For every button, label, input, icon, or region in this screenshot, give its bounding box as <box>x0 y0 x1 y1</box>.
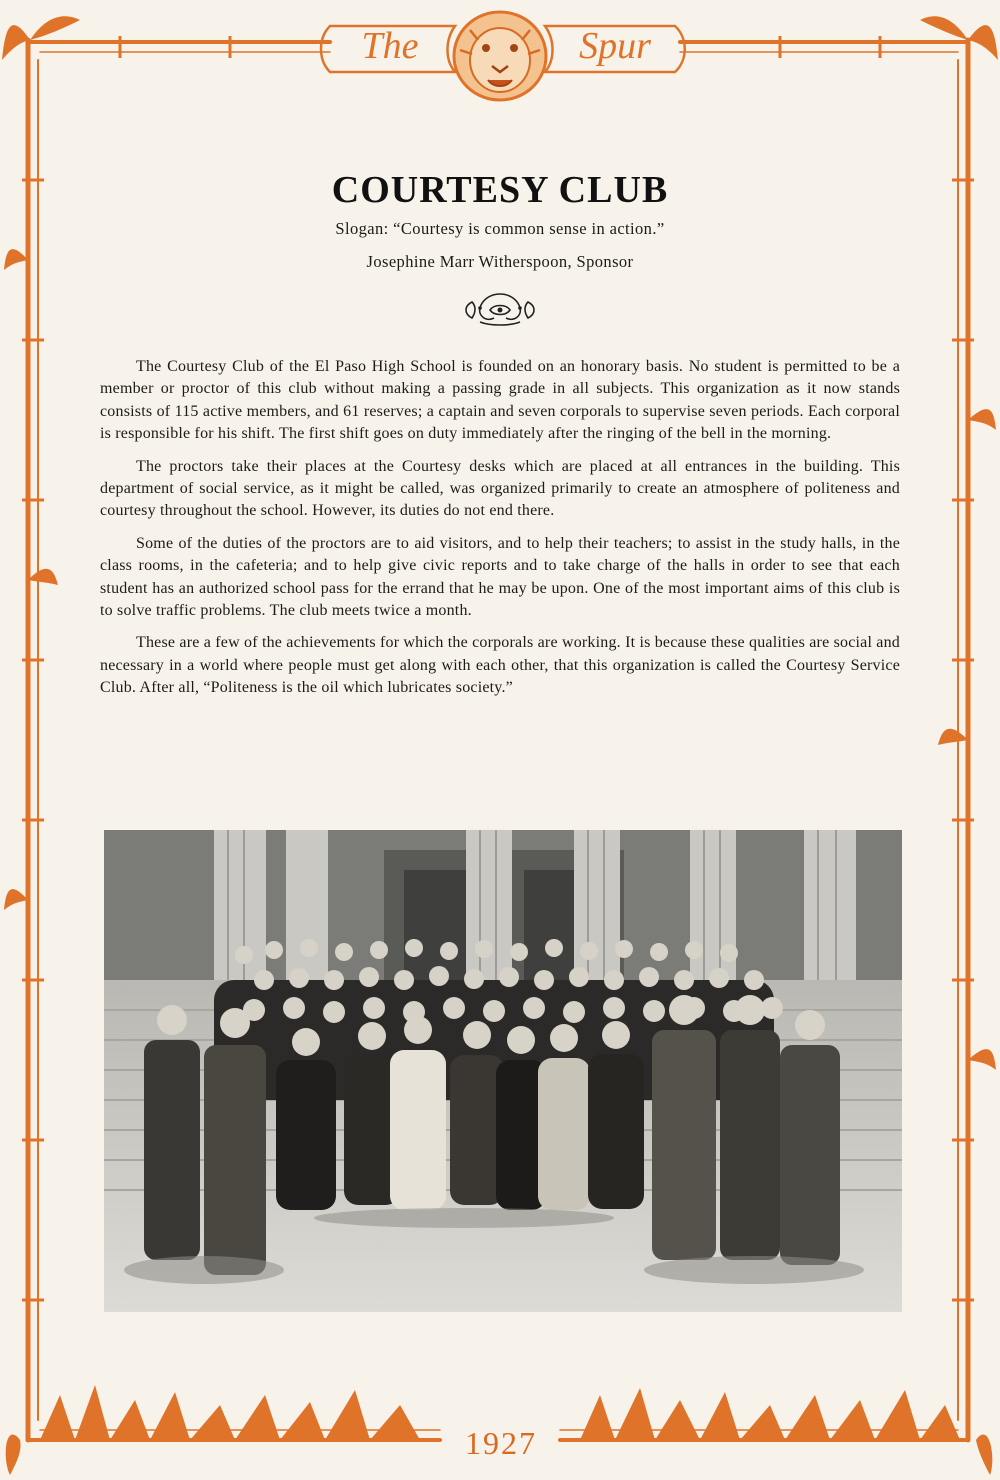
group-photo-icon <box>104 830 902 1312</box>
page-title: COURTESY CLUB <box>331 169 669 211</box>
ornament-divider <box>100 288 900 328</box>
paragraph: Some of the duties of the proctors are to aid visitors, and to help their teachers; to assist in the study halls, in the class rooms, in the cafeteria; and to help give civic reports and to take charge of the halls in order to see that each student has an authorized school pass for the errand that he may be upon. One of the most important aims of this club is to solve traffic problems. The club meets twice a month. <box>100 534 900 620</box>
club-sponsor: Josephine Marr Witherspoon, Sponsor <box>366 252 634 271</box>
header-word-spur: Spur <box>579 25 651 67</box>
article <box>100 168 900 710</box>
header-word-the: The <box>361 25 419 67</box>
club-slogan: Slogan: “Courtesy is common sense in action.” <box>335 219 665 238</box>
paragraph: These are a few of the achievements for which the corporals are working. It is because these qualities are social and necessary in a world where people must get along with each other, that this organization is called the Courtesy Service Club. After all, “Politeness is the oil which lubricates society.” <box>100 634 900 697</box>
tiger-head-icon <box>454 12 546 100</box>
paragraph: The proctors take their places at the Courtesy desks which are placed at all entrances in the building. This department of social service, as it might be called, was organized primarily to create an atmosphere of politeness and courtesy throughout the school. However, its duties do not end there. <box>100 457 900 520</box>
group-photo <box>104 830 902 1312</box>
article-body <box>100 356 900 700</box>
footer-year: 1927 <box>465 1425 537 1461</box>
floral-ornament-icon <box>460 288 540 328</box>
paragraph: The Courtesy Club of the El Paso High School is founded on an honorary basis. No student is permitted to be a member or proctor of this club without making a passing grade in all subjects. This organization as it now stands consists of 115 active members, and 61 reserves; a captain and seven corporals to supervise seven periods. Each corporal is responsible for his shift. The first shift goes on duty immediately after the ringing of the bell in the morning. <box>100 358 900 443</box>
